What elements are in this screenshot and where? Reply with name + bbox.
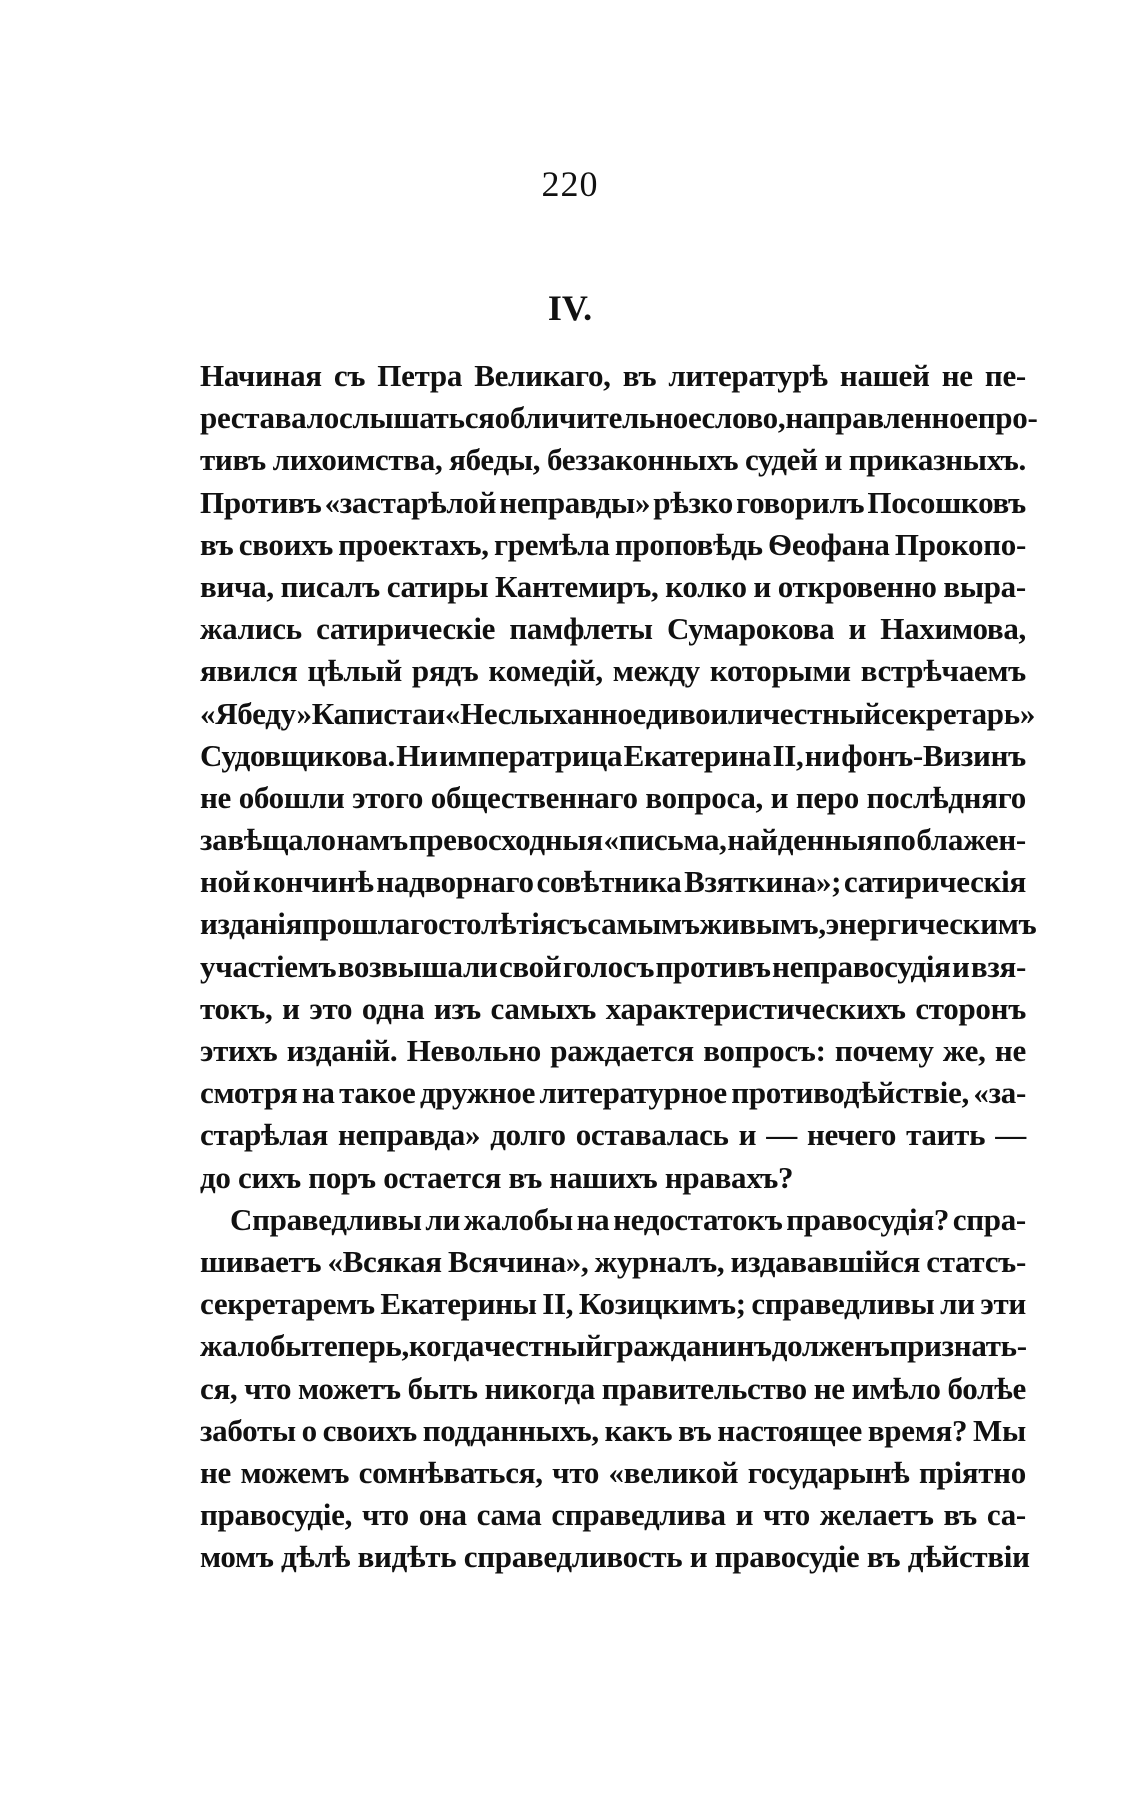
text-line: ся, что можетъ быть никогда правительство не имѣло болѣе [200,1370,1026,1406]
text-line: заботы о своихъ подданныхъ, какъ въ настоящее время? Мы [200,1412,1026,1448]
text-line: тивъ лихоимства, ябеды, беззаконныхъ судей и приказныхъ. [200,442,1026,478]
text-line: явился цѣлый рядъ комедій, между которыми встрѣчаемъ [200,653,1026,689]
text-line: участіемъ возвышали свой голосъ противъ неправосудія и взя- [200,948,1026,984]
text-line: реставало слышаться обличительное слово, направленное про- [200,400,1038,436]
text-line: смотря на такое дружное литературное противодѣйствіе, «за- [200,1075,1026,1111]
text-line: жалобы теперь, когда честный гражданинъ долженъ признать- [200,1328,1027,1364]
text-line: Справедливы ли жалобы на недостатокъ правосудія? спра- [230,1201,1026,1237]
text-line: момъ дѣлѣ видѣть справедливость и правосудіе въ дѣйствіи [200,1539,1030,1575]
text-line: въ своихъ проектахъ, гремѣла проповѣдь Ѳеофана Прокопо- [200,526,1026,562]
text-line: Начиная съ Петра Великаго, въ литературѣ нашей не пе- [200,358,1026,393]
text-line: ной кончинѣ надворнаго совѣтника Взяткина»; сатирическія [200,864,1026,900]
text-line: старѣлая неправда» долго оставалась и — нечего таить — [200,1117,1026,1153]
text-line: «Ябеду» Каписта и «Неслыханное диво или честный секретарь» [200,695,1036,731]
text-line: жались сатирическіе памфлеты Сумарокова и Нахимова, [200,611,1026,647]
text-body [200,355,1038,1578]
text-line: Судовщикова. Ни императрица Екатерина II, ни фонъ-Визинъ [200,737,1026,773]
text-line: этихъ изданій. Невольно раждается вопросъ: почему же, не [200,1033,1026,1068]
text-line: до сихъ поръ остается въ нашихъ нравахъ? [200,1159,794,1195]
text-line: не обошли этого общественнаго вопроса, и перо послѣдняго [200,779,1026,815]
paragraph [200,1199,1030,1579]
text-line: шиваетъ «Всякая Всячина», журналъ, издававшійся статсъ- [200,1243,1026,1279]
text-line: не можемъ сомнѣваться, что «великой государынѣ пріятно [200,1454,1026,1490]
text-line: изданія прошлаго столѣтія съ самымъ живымъ, энергическимъ [200,906,1037,942]
text-line: вича, писалъ сатиры Кантемиръ, колко и откровенно выра- [200,568,1026,604]
page-number: 220 [541,164,599,204]
section-heading: IV. [547,288,593,328]
text-line: секретаремъ Екатерины II, Козицкимъ; справедливы ли эти [200,1286,1026,1322]
text-line: правосудіе, что она сама справедлива и что желаетъ въ са- [200,1497,1026,1533]
text-line: завѣщало намъ превосходныя «письма, найденныя по блажен- [200,822,1026,858]
paragraph [200,355,1038,1199]
text-line: Противъ «застарѣлой неправды» рѣзко говорилъ Посошковъ [200,484,1026,520]
text-line: токъ, и это одна изъ самыхъ характеристическихъ сторонъ [200,990,1026,1026]
